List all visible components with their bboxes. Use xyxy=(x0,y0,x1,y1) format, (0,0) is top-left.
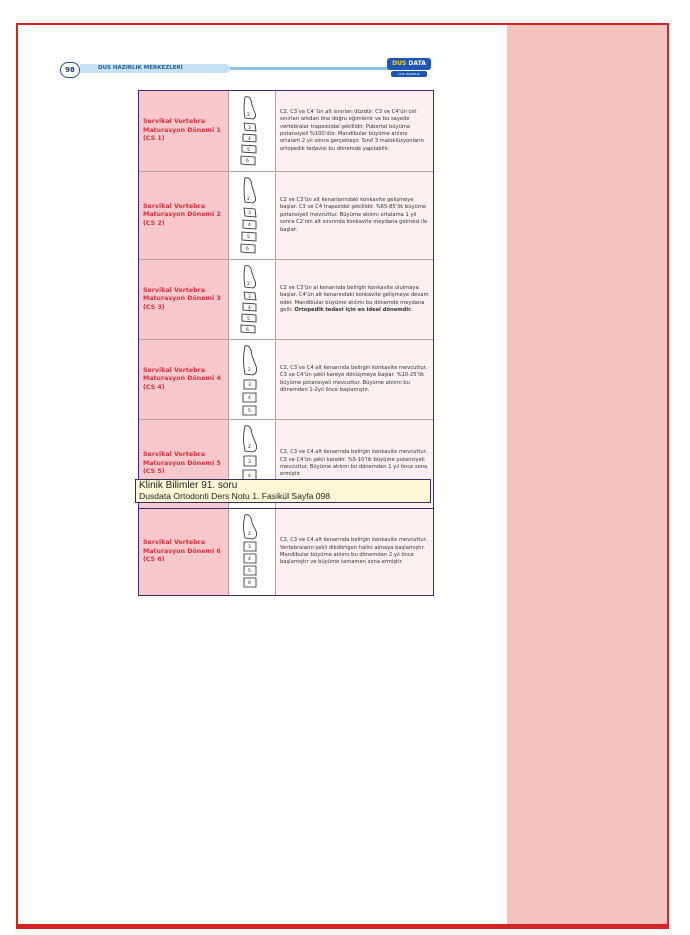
vertebra-diagram-icon xyxy=(239,513,267,593)
stage-label: Servikal Vertebra Maturasyon Dönemi 5 (CS 5) xyxy=(143,451,221,476)
vertebra-label: 6 xyxy=(246,328,249,333)
dusdata-logo xyxy=(387,58,431,80)
vertebra-label: 6 xyxy=(248,581,251,586)
vertebra-label: 2 xyxy=(247,113,250,118)
stage-description: C2, C3 ve C4 alt kenarında belirgin konkavite mevcuttur. C3 ve C4’ün şekli kareye dönüşmeye başlar. %10-25’lik büyüme potansiyeli mevcuttur. Büyüme atılımı bu dönemden 1-2yıl önce başlamıştır. xyxy=(280,364,427,393)
side-panel xyxy=(507,25,667,924)
vertebra-label: 3 xyxy=(248,211,251,216)
stage-description-cell xyxy=(276,172,433,259)
vertebra-label: 2 xyxy=(248,368,251,373)
vertebra-label: 6 xyxy=(246,247,249,252)
vertebra-label: 4 xyxy=(248,137,251,142)
logo-sub: DUS HAZIRLIK MERKEZLERİ xyxy=(391,71,427,77)
vertebra-label: 3 xyxy=(248,126,251,131)
header-line xyxy=(230,67,390,70)
vertebra-label: 3 xyxy=(248,295,251,300)
vertebra-diagram-icon xyxy=(239,344,267,418)
logo-main xyxy=(387,58,431,70)
vertebra-label: 4 xyxy=(248,557,251,562)
vertebra-label: 4 xyxy=(248,223,251,228)
vertebra-diagram-icon xyxy=(239,264,267,336)
stage-label: Servikal Vertebra Maturasyon Dönemi 6 (CS 6) xyxy=(143,539,221,564)
stage-description: C2 ve C3’ün al kenarında belirgin konkavite olulmaya başlar. C4’ün alt kenarındaki konkavite gelişmeye devam eder. Mandibular büyüme atılımı bu dönemde meydana gelir. xyxy=(280,284,429,313)
table-row xyxy=(139,260,433,340)
highlight-text: Ortopedik tedavi için en ideal dönemdir. xyxy=(294,306,412,313)
stage-label: Servikal Vertebra Maturasyon Dönemi 2 (CS 2) xyxy=(143,202,221,227)
stage-description-cell xyxy=(276,340,433,419)
stage-label-cell xyxy=(139,91,229,171)
stage-label-cell xyxy=(139,260,229,339)
stage-label-cell xyxy=(139,172,229,259)
logo-text-b: DATA xyxy=(408,60,426,67)
vertebra-label: 4 xyxy=(248,474,251,479)
question-reference-banner xyxy=(135,479,431,503)
banner-subtitle: Dusdata Ortodonti Ders Notu 1. Fasikül Sayfa 098 xyxy=(139,491,331,501)
publisher-header: DUS HAZIRLIK MERKEZLERİ xyxy=(80,64,230,73)
page-number: 98 xyxy=(60,62,80,78)
stage-label-cell xyxy=(139,340,229,419)
table-row xyxy=(139,340,433,420)
table-row xyxy=(139,508,433,595)
vertebra-label: 3 xyxy=(248,383,251,388)
vertebra-label: 5 xyxy=(247,235,250,240)
vertebra-diagram-cell xyxy=(229,260,276,339)
vertebra-label: 2 xyxy=(247,282,250,287)
vertebra-label: 3 xyxy=(248,545,251,550)
vertebra-label: 2 xyxy=(248,532,251,537)
vertebra-diagram-icon xyxy=(239,176,267,256)
stage-label: Servikal Vertebra Maturasyon Dönemi 4 (CS 4) xyxy=(143,366,221,391)
vertebra-diagram-cell xyxy=(229,340,276,419)
vertebra-diagram-icon xyxy=(239,95,267,169)
vertebra-label: 5 xyxy=(248,569,251,574)
vertebra-label: 2 xyxy=(247,197,250,202)
vertebra-label: 5 xyxy=(247,148,250,153)
stage-label: Servikal Vertebra Maturasyon Dönemi 1 (CS 1) xyxy=(143,118,221,143)
stage-description: C2, C3 ve C4 alt kenarında belirgin konkavite mevcuttur. C3 ve C4’ün şekli karedir. %5-10’lik büyüme potansiyeli mevcuttur. Büyüme atılımı bu dönemden 1 yıl önce sona ermiştir. xyxy=(280,449,428,478)
stage-label-cell xyxy=(139,509,229,595)
vertebra-label: 3 xyxy=(248,460,251,465)
stage-description-cell xyxy=(276,509,433,595)
logo-text-a: DUS xyxy=(392,60,407,67)
stage-description: C2, C3 ve C4 alt kenarında belirgin konkavite mevcuttur. Vertebraların şekli dikdörtgen halini almaya başlamıştır. Mandibular büyüme atılımı bu dönemden 2 yıl önce başlamıştır ve büyüme tamamen sona ermiştir. xyxy=(280,537,427,566)
stage-description-cell xyxy=(276,91,433,171)
vertebra-label: 4 xyxy=(248,306,251,311)
vertebra-label: 5 xyxy=(247,317,250,322)
table-row xyxy=(139,172,433,260)
stage-description: C2, C3 ve C4 ‘ün alt sınırları düzdür. C3 ve C4’ün üst sınırları arkdan öne doğru eğimlenir ve bu sayede vertebralar trapezoidal şekillidir. Pubertal büyüme potansiyeli %100’dür. Mandibular büyüme atılımı ortalam 2 yıl sonra gerçekleşir. Sınıf 3 maloklüzyonların ortopedik tedavisi bu dönemde yapılabilir. xyxy=(280,108,425,152)
vertebra-label: 5 xyxy=(248,409,251,414)
stage-description: C2 ve C3’ün alt kenarlarındaki konkavite gelişmeye başlar. C3 ve C4 trapezidal şekillidir. %65-85’lik büyüme potansiyeli mevcuttur. Büyüme atılımı ortalama 1 yıl sonra C2’nin alt sınırında konkavite meydana gelmesi ile başlar. xyxy=(280,196,428,233)
vertebra-label: 6 xyxy=(246,159,249,164)
vertebra-label: 4 xyxy=(248,396,251,401)
banner-title: Klinik Bilimler 91. soru xyxy=(139,480,238,491)
vertebra-diagram-cell xyxy=(229,172,276,259)
vertebra-diagram-cell xyxy=(229,91,276,171)
vertebra-diagram-cell xyxy=(229,509,276,595)
stage-description-cell xyxy=(276,260,433,339)
cvm-table xyxy=(138,90,434,596)
vertebra-diagram-icon xyxy=(239,424,267,486)
table-row xyxy=(139,91,433,172)
stage-label: Servikal Vertebra Maturasyon Dönemi 3 (CS 3) xyxy=(143,286,221,311)
vertebra-label: 2 xyxy=(248,445,251,450)
